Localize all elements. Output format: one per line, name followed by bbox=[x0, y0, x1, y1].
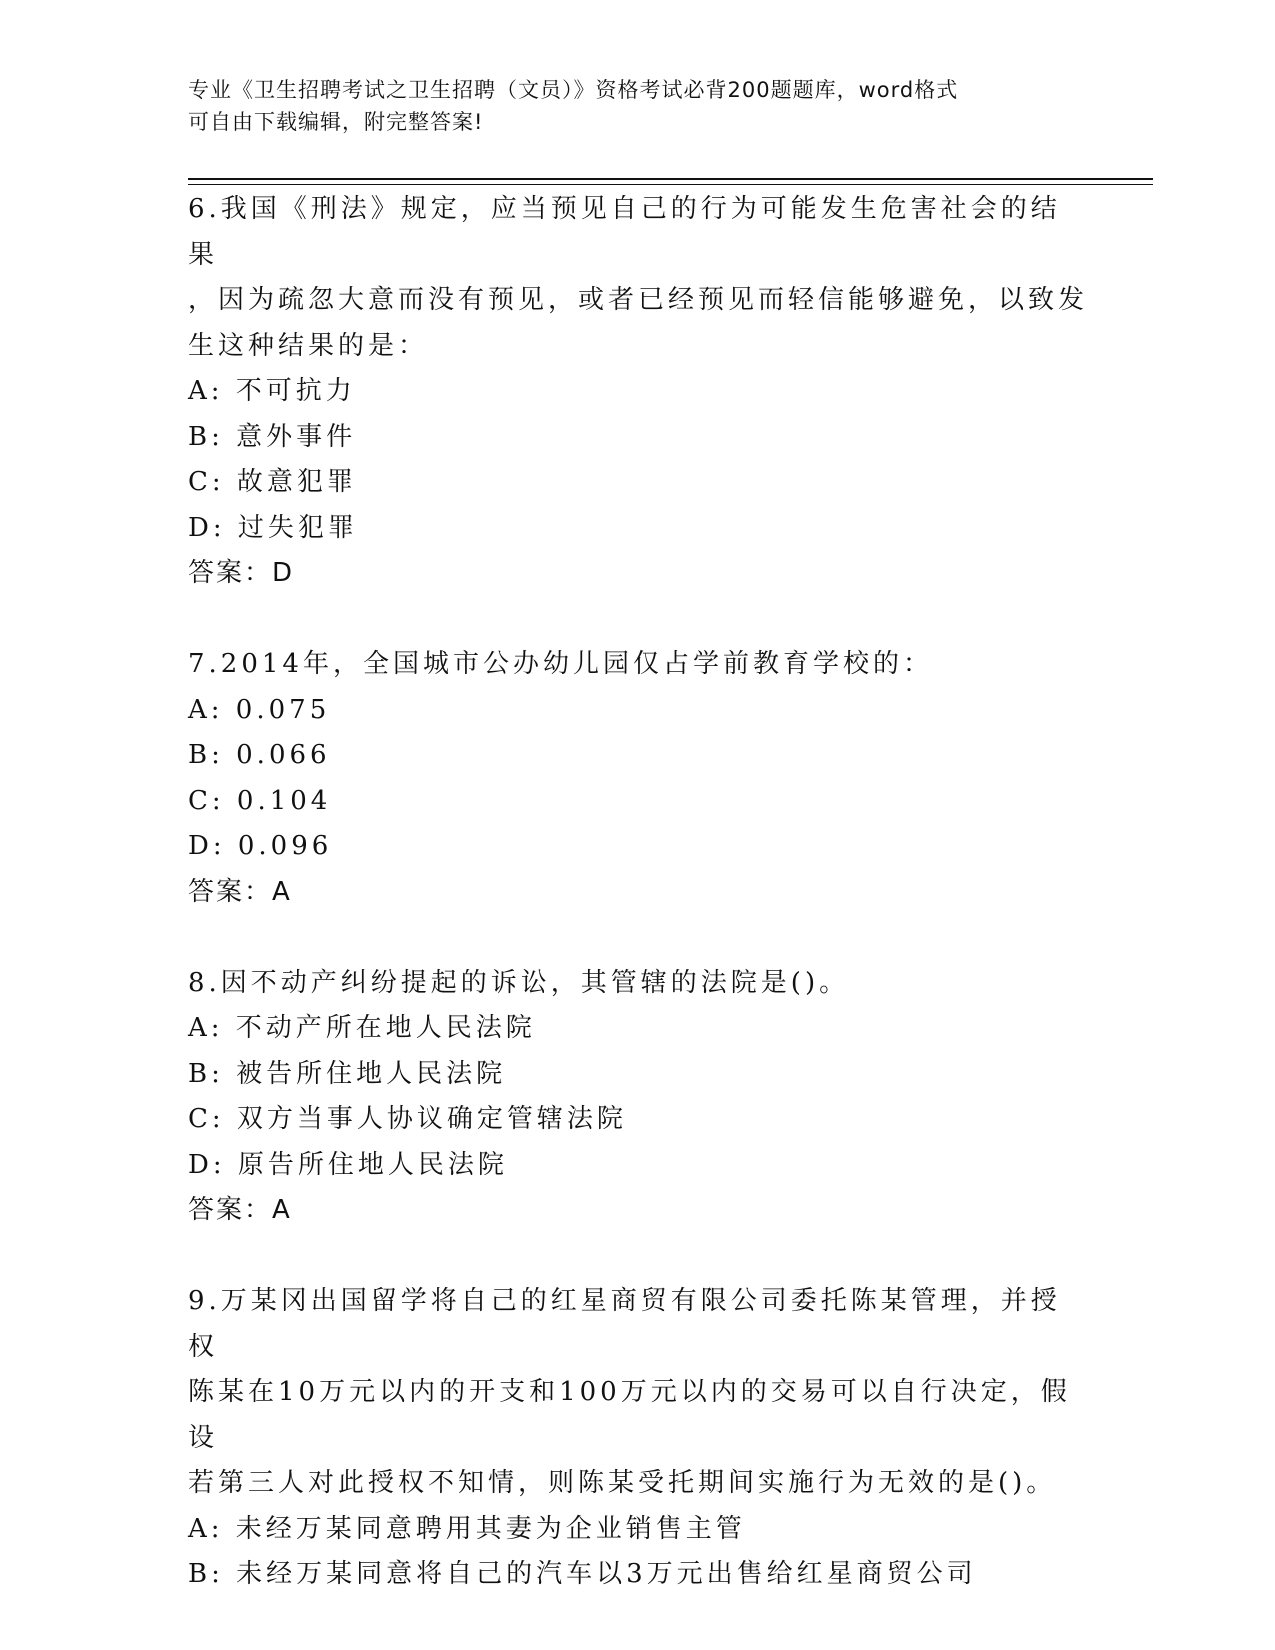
question-stem-line: 6.我国《刑法》规定，应当预见自己的行为可能发生危害社会的结果 bbox=[188, 194, 1061, 270]
option-c: C: 双方当事人协议确定管辖法院 bbox=[188, 1104, 627, 1134]
option-a: A: 不动产所在地人民法院 bbox=[188, 1013, 536, 1043]
question-stem-line: 陈某在10万元以内的开支和100万元以内的交易可以自行决定，假设 bbox=[188, 1377, 1071, 1453]
question-8 bbox=[188, 961, 1088, 1234]
question-stem-line: 9.万某冈出国留学将自己的红星商贸有限公司委托陈某管理，并授权 bbox=[188, 1286, 1061, 1362]
spacer bbox=[188, 597, 1088, 643]
option-b: B: 意外事件 bbox=[188, 421, 357, 452]
option-d: D: 过失犯罪 bbox=[188, 512, 358, 543]
option-d: D: 0.096 bbox=[188, 831, 333, 861]
answer: 答案：D bbox=[188, 558, 295, 588]
header-rule-thick bbox=[188, 178, 1153, 180]
header-rule-thin bbox=[188, 184, 1153, 185]
header-line-1: 专业《卫生招聘考试之卫生招聘（文员）》资格考试必背200题题库，word格式 bbox=[188, 78, 959, 102]
question-9 bbox=[188, 1279, 1088, 1598]
answer: 答案：A bbox=[188, 1195, 292, 1225]
option-a: A: 未经万某同意聘用其妻为企业销售主管 bbox=[188, 1513, 746, 1544]
question-7 bbox=[188, 642, 1088, 915]
question-stem-line: 生这种结果的是： bbox=[188, 330, 429, 361]
option-a: A: 0.075 bbox=[188, 694, 331, 725]
question-stem-line: 若第三人对此授权不知情，则陈某受托期间实施行为无效的是()。 bbox=[188, 1468, 1057, 1498]
question-6 bbox=[188, 187, 1088, 597]
question-list bbox=[188, 187, 1088, 1598]
question-stem-line: 7.2014年，全国城市公办幼儿园仅占学前教育学校的： bbox=[188, 649, 933, 679]
header-line-2: 可自由下载编辑，附完整答案! bbox=[188, 110, 484, 134]
option-d: D: 原告所住地人民法院 bbox=[188, 1149, 508, 1180]
option-b: B: 被告所住地人民法院 bbox=[188, 1058, 507, 1089]
document-header bbox=[188, 74, 1088, 138]
spacer bbox=[188, 915, 1088, 961]
option-b: B: 未经万某同意将自己的汽车以3万元出售给红星商贸公司 bbox=[188, 1559, 977, 1589]
answer: 答案：A bbox=[188, 876, 292, 907]
option-b: B: 0.066 bbox=[188, 740, 331, 770]
option-c: C: 故意犯罪 bbox=[188, 467, 357, 497]
spacer bbox=[188, 1234, 1088, 1280]
option-c: C: 0.104 bbox=[188, 785, 332, 816]
option-a: A: 不可抗力 bbox=[188, 376, 356, 406]
question-stem-line: 8.因不动产纠纷提起的诉讼，其管辖的法院是()。 bbox=[188, 967, 850, 998]
question-stem-line: ，因为疏忽大意而没有预见，或者已经预见而轻信能够避免，以致发 bbox=[188, 285, 1089, 315]
